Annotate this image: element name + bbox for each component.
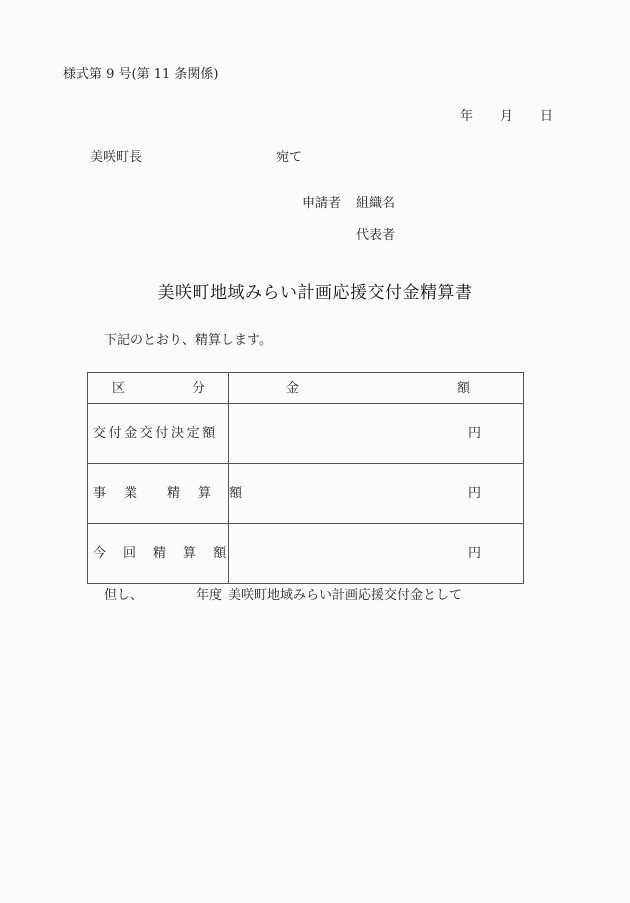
header-category-char-1: 区 (112, 381, 126, 396)
yen-unit: 円 (468, 546, 482, 561)
table-row (88, 464, 523, 524)
date-line (460, 109, 553, 125)
table-row (88, 524, 523, 584)
applicant-label: 申請者 (302, 196, 342, 211)
year-label: 年 (460, 109, 474, 124)
column-divider (228, 524, 229, 584)
header-amount-char-1: 金 (286, 381, 300, 396)
fiscal-year-suffix: 年度 (196, 588, 223, 603)
header-amount-char-2: 額 (457, 381, 471, 396)
table-header-row (88, 373, 523, 404)
table-row (88, 404, 523, 464)
settlement-table (87, 372, 524, 584)
month-label: 月 (500, 109, 514, 124)
column-divider (228, 404, 229, 463)
day-label: 日 (540, 109, 554, 124)
form-number: 様式第 9 号(第 11 条関係) (63, 67, 219, 82)
note-line (104, 588, 462, 604)
document-title: 美咲町地域みらい計画応援交付金精算書 (157, 283, 473, 303)
addressee-name: 美咲町長 (90, 150, 143, 165)
column-divider (228, 373, 229, 403)
yen-unit: 円 (468, 426, 482, 441)
note-prefix: 但し、 (104, 588, 144, 603)
row-label-project-settlement-amount: 事 業 精 算 額 (93, 486, 243, 501)
addressee-suffix: 宛て (276, 150, 303, 165)
intro-text: 下記のとおり、精算します。 (104, 333, 272, 348)
row-label-grant-decision-amount: 交付金交付決定額 (93, 426, 218, 441)
representative-label: 代表者 (356, 228, 396, 243)
organization-name-label: 組織名 (356, 196, 396, 211)
note-text: 美咲町地域みらい計画応援交付金として (228, 588, 463, 603)
row-label-current-settlement-amount: 今 回 精 算 額 (93, 546, 227, 561)
column-divider (228, 464, 229, 523)
yen-unit: 円 (468, 486, 482, 501)
header-category-char-2: 分 (192, 381, 206, 396)
